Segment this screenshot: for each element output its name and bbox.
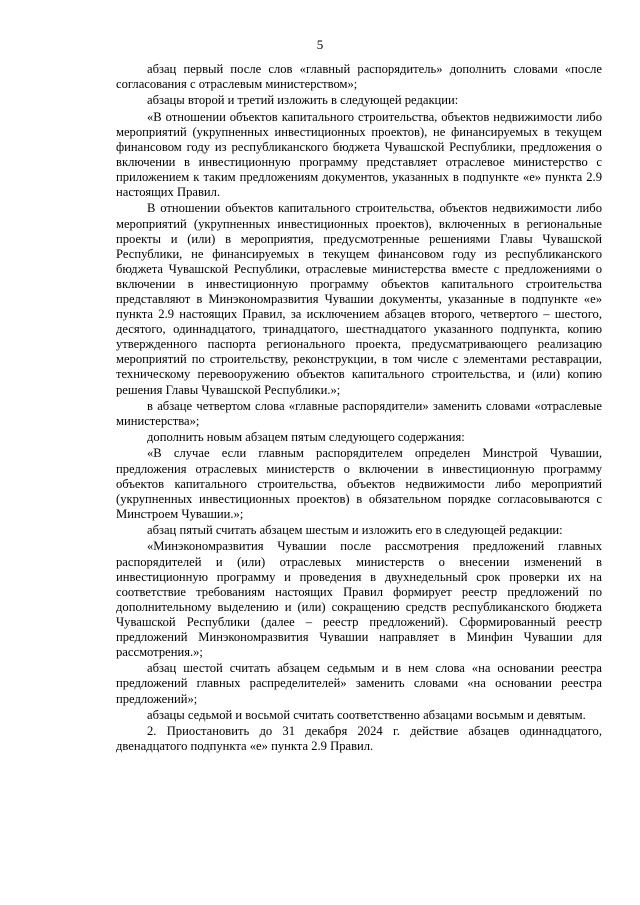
- paragraph: «Минэкономразвития Чувашии после рассмотрения предложений главных распорядителей и (или) отраслевых министерств о внесении изменений в инвестиционную программу и проведения в двухнедельный срок проверки их на соответствие требованиям настоящих Правил формирует реестр предложений по дополнительному выделению и (или) сокращению средств республиканского бюджета Чувашской Республики (далее – реестр предложений). Сформированный реестр предложений Минэкономразвития Чувашии направляет в Минфин Чувашии для рассмотрения.»;: [116, 539, 602, 660]
- paragraph: абзац первый после слов «главный распорядитель» дополнить словами «после согласования с отраслевым министерством»;: [116, 62, 602, 92]
- paragraph: абзац пятый считать абзацем шестым и изложить его в следующей редакции:: [147, 523, 563, 538]
- paragraph: абзацы второй и третий изложить в следующей редакции:: [147, 93, 459, 108]
- document-body: [116, 62, 602, 755]
- paragraph: В отношении объектов капитального строительства, объектов недвижимости либо мероприятий (укрупненных инвестиционных проектов), включенных в региональные проекты и (или) в мероприятия, предусмотренные решениями Главы Чувашской Республики, не финансируемых в текущем финансовом году из республиканского бюджета Чувашской Республики, отраслевые министерства вместе с предложениями о включении в инвестиционную программу объектов капитального строительства представляют в Минэкономразвития Чувашии документы, указанные в подпункте «е» пункта 2.9 настоящих Правил, за исключением абзацев второго, четвертого – шестого, десятого, одиннадцатого, тринадцатого, шестнадцатого указанного подпункта, копию утвержденного паспорта регионального проекта, предусматривающего реализацию мероприятий по строительству, реконструкции, в том числе с элементами реставрации, техническому перевооружению объектов капитального строительства, и (или) копию решения Главы Чувашской Республики.»;: [116, 201, 602, 397]
- paragraph: абзац шестой считать абзацем седьмым и в нем слова «на основании реестра предложений главных распределителей» заменить словами «на основании реестра предложений»;: [116, 661, 602, 706]
- paragraph: «В случае если главным распорядителем определен Минстрой Чувашии, предложения отраслевых министерств о включении в инвестиционную программу объектов капитального строительства, объектов недвижимости либо мероприятий (укрупненных инвестиционных проектов) в обязательном порядке согласовываются с Минстроем Чувашии.»;: [116, 446, 602, 521]
- page-number: 5: [316, 37, 324, 52]
- paragraph: в абзаце четвертом слова «главные распорядители» заменить словами «отраслевые министерства»;: [116, 398, 602, 428]
- paragraph: абзацы седьмой и восьмой считать соответственно абзацами восьмым и девятым.: [147, 707, 586, 722]
- paragraph: «В отношении объектов капитального строительства, объектов недвижимости либо мероприятий (укрупненных инвестиционных проектов), не финансируемых в текущем финансовом году из республиканского бюджета Чувашской Республики, предложения о включении в инвестиционную программу представляет отраслевое министерство с приложением к таким предложениям документов, указанных в подпункте «е» пункта 2.9 настоящих Правил.: [116, 109, 602, 200]
- paragraph: дополнить новым абзацем пятым следующего содержания:: [147, 430, 465, 445]
- paragraph: 2. Приостановить до 31 декабря 2024 г. действие абзацев одиннадцатого, двенадцатого подпункта «е» пункта 2.9 Правил.: [116, 724, 602, 754]
